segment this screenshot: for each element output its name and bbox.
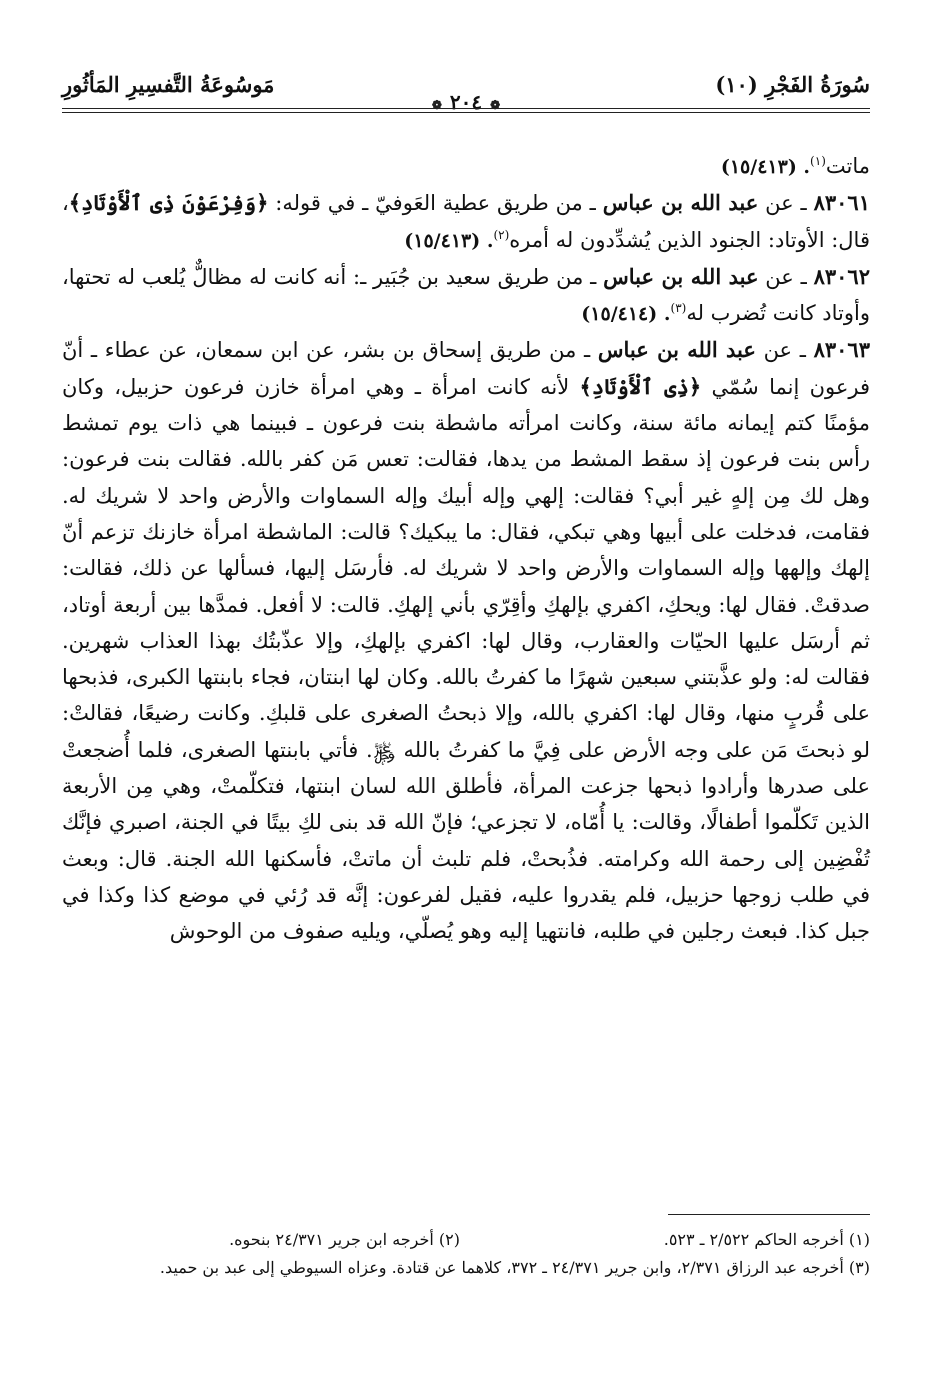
footnote-marker: (٢) (493, 227, 510, 242)
narrator-name: عبد الله بن عباس (597, 337, 756, 363)
text-run: ـ عن (755, 338, 814, 363)
header-rule (62, 112, 870, 113)
quran-quote: ﴿ذِى ٱلْأَوْتَادِ﴾ (579, 373, 702, 399)
book-title: مَوسُوعَةُ التَّفسِيرِ المَأثُورِ (62, 72, 275, 97)
text-run: لأنه كانت امرأة ـ وهي امرأة خازن فرعون حزبيل، وكان مؤمنًا كتم إيمانه مائة سنة، وكانت امرأته ماشطة بنت فرعون ـ فبينما هي ذات يوم تمشط رأس بنت فرعون إذ سقط المشط من يدها، فقالت: تعس مَن كفر بالله. فقالت بنت فرعون: وهل لك مِن إلهٍ غير أبي؟ فقالت: إلهي وإله أبيك وإله السماوات والأرض واحد لا شريك له. فقامت، فدخلت على أبيها وهي تبكي، فقال: ما يبكيك؟ قالت: الماشطة امرأة خازنك تزعم أنّ إلهك وإلهها وإله السماوات والأرض واحد لا شريك له. فأرسَل إليها، فسألها عن ذلك، فقالت: صدقتْ. فقال لها: ويحكِ، اكفري بإلهكِ وأقِرّي بأني إلهكِ. قالت: لا أفعل. فمدَّها بين أربعة أوتاد، ثم أرسَل عليها الحيّات والعقارب، وقال لها: اكفري بإلهكِ، وإلا عذّبتُك بهذا العذاب شهرين. فقالت له: ولو عذَّبتني سبعين شهرًا ما كفرتُ بالله. وكان لها ابنتان، فجاء بابنتها الكبرى، فذبحها على قُربٍ منها، وقال لها: اكفري بالله، وإلا ذبحتُ الصغرى على قلبكِ. وكانت رضيعًا، فقالتْ: لو ذبحتَ مَن على وجه الأرض على فِيَّ ما كفرتُ بالله ﷿. فأتي بابنتها الصغرى، فلما أُضجعتْ على صدرها وأرادوا ذبحها جزعت المرأة، فأطلق الله لسان ابنتها، فتكلّمتْ، وهي مِن الأربعة الذين تَكلّموا أطفالًا، وقالت: يا أُمّاه، لا تجزعي؛ فإنّ الله قد بنى لكِ بيتًا في الجنة، اصبري فإنَّك تُفْضِين إلى رحمة الله وكرامته. فذُبحتْ، فلم تلبث أن ماتتْ، فأسكنها الله الجنة. قال: وبعث في طلب زوجها حزبيل، فلم يقدروا عليه، فقيل لفرعون: إنَّه قد رُئي في موضع كذا وكذا في جبل كذا. فبعث رجلين في طلبه، فانتهيا إليه وهو يُصلّي، ويليه صفوف من الوحوش (62, 374, 870, 944)
ornament-icon: ❁ (490, 98, 501, 112)
footnote-marker: (١) (810, 154, 826, 168)
ornament-icon: ❁ (431, 98, 442, 112)
text-run: ماتت (825, 154, 870, 178)
footnote-row (62, 1226, 870, 1254)
volume-reference: . (١٥/٤١٤) (581, 303, 671, 326)
narrator-name: عبد الله بن عباس (603, 263, 759, 289)
footnotes (62, 1226, 870, 1282)
footnote-1: (١) أخرجه الحاكم ٢/٥٢٢ ـ ٥٢٣. (663, 1230, 870, 1249)
footnote-rule (668, 1214, 870, 1215)
text-run: ـ من طريق عطية العَوفيّ ـ في قوله: (268, 191, 603, 216)
hadith-paragraph (62, 332, 870, 949)
footnote-2: (٢) أخرجه ابن جرير ٢٤/٣٧١ بنحوه. (229, 1230, 460, 1249)
text-run: ـ عن (758, 191, 814, 216)
hadith-number: ٨٣٠٦٢ (813, 263, 870, 289)
text-run: ، قال: الأوتاد: الجنود الذين يُشدِّدون له أمره (62, 191, 870, 252)
hadith-number: ٨٣٠٦٣ (813, 337, 870, 363)
header-rule (62, 108, 870, 109)
paragraph-continuation (62, 148, 870, 185)
hadith-paragraph (62, 259, 870, 333)
hadith-number: ٨٣٠٦١ (813, 190, 870, 216)
page-number-block (62, 90, 870, 114)
quran-quote: ﴿وَفِرْعَوْنَ ذِى ٱلْأَوْتَادِ﴾ (68, 190, 269, 216)
text-run: ـ من طريق سعيد بن جُبَير ـ: أنه كانت له مظالٌّ يُلعب له تحتها، وأوتاد كانت تُضرب له (62, 264, 870, 326)
page-header (62, 72, 870, 114)
text-run: ـ عن (758, 264, 814, 289)
narrator-name: عبد الله بن عباس (602, 190, 759, 216)
main-text (62, 148, 870, 950)
hadith-paragraph (62, 185, 870, 259)
page-number: ٢٠٤ (449, 90, 483, 114)
footnote-marker: (٣) (670, 301, 687, 316)
volume-reference: . (١٥/٤١٣) (404, 229, 494, 252)
volume-reference: . (١٥/٤١٣) (720, 156, 811, 178)
text-run: ـ من طريق إسحاق بن بشر، عن ابن سمعان، عن عطاء ـ أنّ فرعون إنما سُمّي (62, 338, 871, 399)
surah-title: سُورَةُ الفَجْرِ (١٠) (715, 72, 870, 97)
footnote-3: (٣) أخرجه عبد الرزاق ٢/٣٧١، وابن جرير ٢٤/٣٧١ ـ ٣٧٢، كلاهما عن قتادة. وعزاه السيوطي إلى عبد بن حميد. (159, 1258, 870, 1277)
